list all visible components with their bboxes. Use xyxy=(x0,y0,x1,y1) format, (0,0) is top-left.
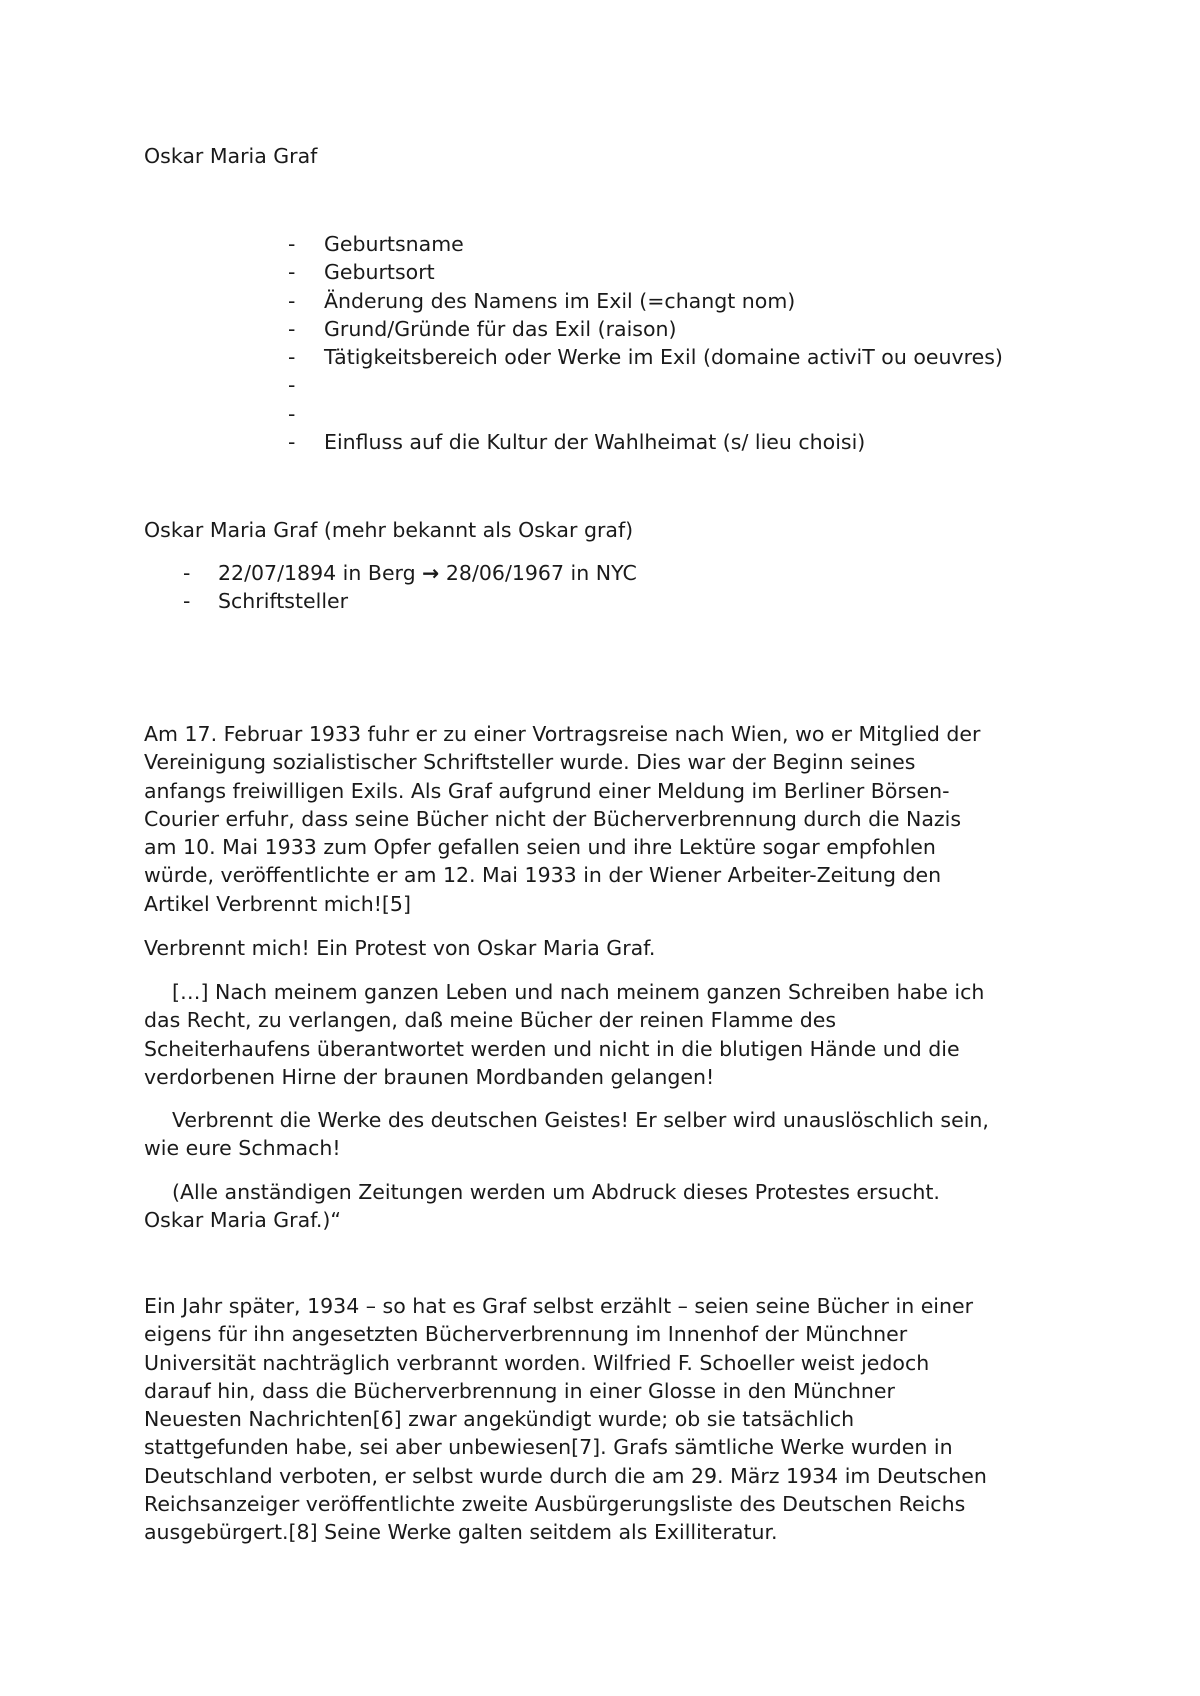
quote-paragraph-2 xyxy=(144,1106,1074,1163)
facts-list xyxy=(183,559,783,616)
bullet-dash: - xyxy=(288,345,296,370)
bullet-dash: - xyxy=(288,316,296,341)
intro-line: Oskar Maria Graf (mehr bekannt als Oskar graf) xyxy=(144,518,634,542)
quote-line: wie eure Schmach! xyxy=(144,1136,341,1161)
paragraph-line: Artikel Verbrennt mich![5] xyxy=(144,891,411,916)
paragraph-line: Neuesten Nachrichten[6] zwar angekündigt wurde; ob sie tatsächlich xyxy=(144,1407,855,1432)
fact-item-profession xyxy=(183,587,783,615)
paragraph-line: Courier erfuhr, dass seine Bücher nicht der Bücherverbrennung durch die Nazis xyxy=(144,806,962,831)
paragraph-line: würde, veröffentlichte er am 12. Mai 1933 in der Wiener Arbeiter-Zeitung den xyxy=(144,863,942,888)
profession-text: Schriftsteller xyxy=(218,589,349,614)
outline-item xyxy=(288,230,1088,258)
paragraph-line: Deutschland verboten, er selbst wurde durch die am 29. März 1934 im Deutschen xyxy=(144,1463,987,1488)
bullet-dash: - xyxy=(183,561,191,585)
quote-line: Oskar Maria Graf.)“ xyxy=(144,1208,342,1233)
paragraph-line: eigens für ihn angesetzten Bücherverbrennung im Innenhof der Münchner xyxy=(144,1322,908,1347)
outline-item-empty xyxy=(288,371,1088,399)
outline-item-text: Tätigkeitsbereich oder Werke im Exil (domaine activiT ou oeuvres) xyxy=(324,345,1003,370)
bullet-dash: - xyxy=(288,430,296,455)
bullet-dash: - xyxy=(288,232,296,256)
fact-item-dates xyxy=(183,559,783,587)
bullet-dash: - xyxy=(288,288,296,313)
quote-line: verdorbenen Hirne der braunen Mordbanden gelangen! xyxy=(144,1064,715,1089)
outline-item-empty xyxy=(288,400,1088,428)
arrow-right-icon: → xyxy=(422,561,440,585)
outline-list xyxy=(288,230,1088,456)
quote-paragraph-1 xyxy=(144,978,1074,1091)
paragraph-book-burning xyxy=(144,1292,1074,1547)
outline-item xyxy=(288,428,1088,456)
paragraph-line: am 10. Mai 1933 zum Opfer gefallen seien und ihre Lektüre sogar empfohlen xyxy=(144,835,936,860)
paragraph-exile xyxy=(144,720,1074,918)
bullet-dash: - xyxy=(288,401,296,426)
outline-item-text: Einfluss auf die Kultur der Wahlheimat (s/ lieu choisi) xyxy=(324,430,866,455)
outline-item xyxy=(288,343,1088,371)
quote-line: […] Nach meinem ganzen Leben und nach meinem ganzen Schreiben habe ich xyxy=(172,980,985,1004)
bullet-dash: - xyxy=(183,589,191,614)
birth-text: 22/07/1894 in Berg xyxy=(218,561,423,585)
quote-paragraph-3 xyxy=(144,1178,1074,1235)
quote-line: Scheiterhaufens überantwortet werden und nicht in die blutigen Hände und die xyxy=(144,1036,960,1061)
quote-heading: Verbrennt mich! Ein Protest von Oskar Maria Graf. xyxy=(144,936,656,960)
document-title: Oskar Maria Graf xyxy=(144,144,318,168)
death-text: 28/06/1967 in NYC xyxy=(439,561,637,585)
paragraph-line: darauf hin, dass die Bücherverbrennung in einer Glosse in den Münchner xyxy=(144,1378,895,1403)
outline-item-text: Geburtsname xyxy=(324,232,464,256)
paragraph-line: stattgefunden habe, sei aber unbewiesen[7]. Grafs sämtliche Werke wurden in xyxy=(144,1435,953,1460)
outline-item-text: Grund/Gründe für das Exil (raison) xyxy=(324,316,677,341)
paragraph-line: Universität nachträglich verbrannt worden. Wilfried F. Schoeller weist jedoch xyxy=(144,1350,930,1375)
quote-line: das Recht, zu verlangen, daß meine Bücher der reinen Flamme des xyxy=(144,1008,837,1033)
paragraph-line: Vereinigung sozialistischer Schriftsteller wurde. Dies war der Beginn seines xyxy=(144,750,916,775)
paragraph-line: Am 17. Februar 1933 fuhr er zu einer Vortragsreise nach Wien, wo er Mitglied der xyxy=(144,722,981,746)
outline-item xyxy=(288,287,1088,315)
paragraph-line: anfangs freiwilligen Exils. Als Graf aufgrund einer Meldung im Berliner Börsen- xyxy=(144,778,950,803)
quote-line: (Alle anständigen Zeitungen werden um Abdruck dieses Protestes ersucht. xyxy=(172,1180,940,1204)
outline-item xyxy=(288,258,1088,286)
paragraph-line: Reichsanzeiger veröffentlichte zweite Ausbürgerungsliste des Deutschen Reichs xyxy=(144,1492,966,1517)
outline-item-text: Änderung des Namens im Exil (=changt nom) xyxy=(324,288,796,313)
bullet-dash: - xyxy=(288,260,296,285)
quote-line: Verbrennt die Werke des deutschen Geistes! Er selber wird unauslöschlich sein, xyxy=(172,1108,989,1132)
outline-item-text: Geburtsort xyxy=(324,260,435,285)
paragraph-line: ausgebürgert.[8] Seine Werke galten seitdem als Exilliteratur. xyxy=(144,1520,778,1545)
paragraph-line: Ein Jahr später, 1934 – so hat es Graf selbst erzählt – seien seine Bücher in einer xyxy=(144,1294,974,1318)
bullet-dash: - xyxy=(288,373,296,398)
outline-item xyxy=(288,315,1088,343)
